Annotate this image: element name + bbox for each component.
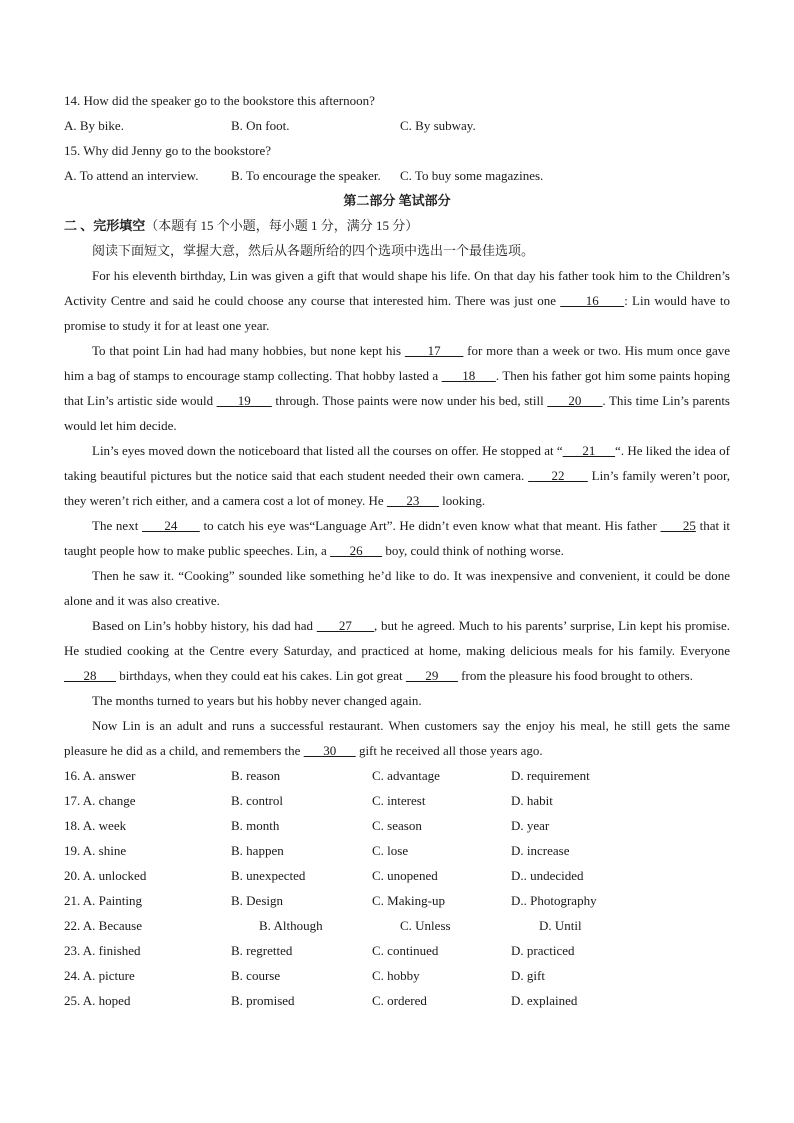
blank-16: 16 [560,293,625,308]
blank-20: 20 [547,393,603,408]
option-d: D. gift [511,968,545,983]
option-c: C. continued [372,943,439,958]
option-d: D. practiced [511,943,575,958]
option-b: B. On foot. [231,118,290,133]
section-instruction: 阅读下面短文，掌握大意，然后从各题所给的四个选项中选出一个最佳选项。 [92,243,535,258]
option-row-25 [64,988,730,1013]
blank-22: 22 [528,468,588,483]
passage-paragraph-1: For his eleventh birthday, Lin was given a gift that would shape his life. On that day his father took him to the Children’s Activity Centre and said he could choose any course that interested him. There was just one 16 : Lin would have to promise to study it for at least one year. [64,268,730,333]
option-c: C. ordered [372,993,427,1008]
option-row-20 [64,863,730,888]
option-b: B. To encourage the speaker. [231,168,381,183]
option-c: C. To buy some magazines. [400,168,544,183]
option-row-23 [64,938,730,963]
option-b: B. Design [231,893,283,908]
option-b: B. Although [259,918,323,933]
option-c: C. interest [372,793,426,808]
option-row-19 [64,838,730,863]
option-a: 18. A. week [64,818,127,833]
blank-21: 21 [562,443,616,458]
options-list [64,763,730,1013]
option-row-16 [64,763,730,788]
option-row-17 [64,788,730,813]
option-c: C. advantage [372,768,440,783]
passage-paragraph-2: To that point Lin had had many hobbies, but none kept his 17 for more than a week or two. His mum once gave him a bag of stamps to encourage stamp collecting. That hobby lasted a 18 . Then his father got him some paints hoping that Lin’s artistic side would 19 through. Those paints were now under his bed, still 20 . This time Lin’s parents would let him decide. [64,343,731,433]
option-row-21 [64,888,730,913]
option-d: D. habit [511,793,553,808]
option-a: 19. A. shine [64,843,127,858]
option-b: B. happen [231,843,284,858]
blank-23: 23 [386,493,439,508]
option-d: D. requirement [511,768,590,783]
option-c: C. unopened [372,868,438,883]
blank-25: 25 [660,518,696,533]
option-c: C. Making-up [372,893,445,908]
option-c: C. season [372,818,422,833]
option-b: B. unexpected [231,868,306,883]
option-b: B. promised [231,993,295,1008]
option-a: 20. A. unlocked [64,868,147,883]
option-a: A. By bike. [64,118,124,133]
option-c: C. hobby [372,968,420,983]
option-d: D. year [511,818,550,833]
option-row-22 [64,913,730,938]
blank-30: 30 [303,743,356,758]
option-d: D. explained [511,993,578,1008]
blank-28: 28 [64,668,116,683]
question-14-options [64,113,730,138]
section-note: （本题有 15 个小题，每小题 1 分，满分 15 分） [145,218,419,233]
blank-18: 18 [441,368,496,383]
option-d: D.. undecided [511,868,584,883]
option-b: B. reason [231,768,281,783]
blank-26: 26 [330,543,383,558]
option-c: C. lose [372,843,409,858]
passage-paragraph-6: Based on Lin’s hobby history, his dad had 27 , but he agreed. Much to his parents’ surprise, Lin kept his promise. He studied cooking at the Centre every Saturday, and practiced at home, making delicious meals for his family. Everyone 28 birthdays, when they could eat his cakes. Lin got great 29 from the pleasure his food brought to others. [64,618,730,683]
option-a: 24. A. picture [64,968,135,983]
option-d: D. Until [539,918,582,933]
passage-paragraph-4: The next 24 to catch his eye was“Language Art”. He didn’t even know what that meant. His father 25 that it taught people how to make public speeches. Lin, a 26 boy, could think of nothing worse. [64,518,731,558]
option-a: 23. A. finished [64,943,141,958]
option-b: B. month [231,818,280,833]
question-15-options [64,163,730,188]
option-a: 22. A. Because [64,918,142,933]
option-row-24 [64,963,730,988]
question-15: 15. Why did Jenny go to the bookstore? [64,143,272,158]
section-heading [64,213,730,238]
blank-27: 27 [316,618,375,633]
blank-17: 17 [404,343,464,358]
option-c: C. By subway. [400,118,476,133]
blank-19: 19 [216,393,272,408]
option-b: B. regretted [231,943,293,958]
option-a: 25. A. hoped [64,993,131,1008]
part-two-title: 第二部分 笔试部分 [343,193,451,208]
question-14: 14. How did the speaker go to the bookstore this afternoon? [64,93,375,108]
option-d: D.. Photography [511,893,597,908]
option-b: B. control [231,793,283,808]
passage-paragraph-3: Lin’s eyes moved down the noticeboard that listed all the courses on offer. He stopped at “ 21 “. He liked the idea of taking beautiful pictures but the notice said that each student needed their own camera. 22 Lin’s family weren’t poor, they weren’t rich either, and a camera cost a lot of money. He 23 looking. [64,443,731,508]
blank-29: 29 [405,668,458,683]
option-c: C. Unless [400,918,451,933]
option-a: 16. A. answer [64,768,136,783]
option-a: 21. A. Painting [64,893,143,908]
option-d: D. increase [511,843,570,858]
option-b: B. course [231,968,281,983]
passage-paragraph-7: The months turned to years but his hobby never changed again. [92,693,422,708]
option-a: A. To attend an interview. [64,168,199,183]
option-row-18 [64,813,730,838]
blank-24: 24 [142,518,200,533]
section-title: 二 、完形填空 [64,218,146,233]
exam-page [64,88,730,1013]
passage-paragraph-5: Then he saw it. “Cooking” sounded like something he’d like to do. It was inexpensive and convenient, it could be done alone and it was also creative. [64,568,730,608]
option-a: 17. A. change [64,793,136,808]
passage-paragraph-8: Now Lin is an adult and runs a successful restaurant. When customers say the enjoy his meal, he still gets the same pleasure he did as a child, and remembers the 30 gift he received all those years ago. [64,718,730,758]
